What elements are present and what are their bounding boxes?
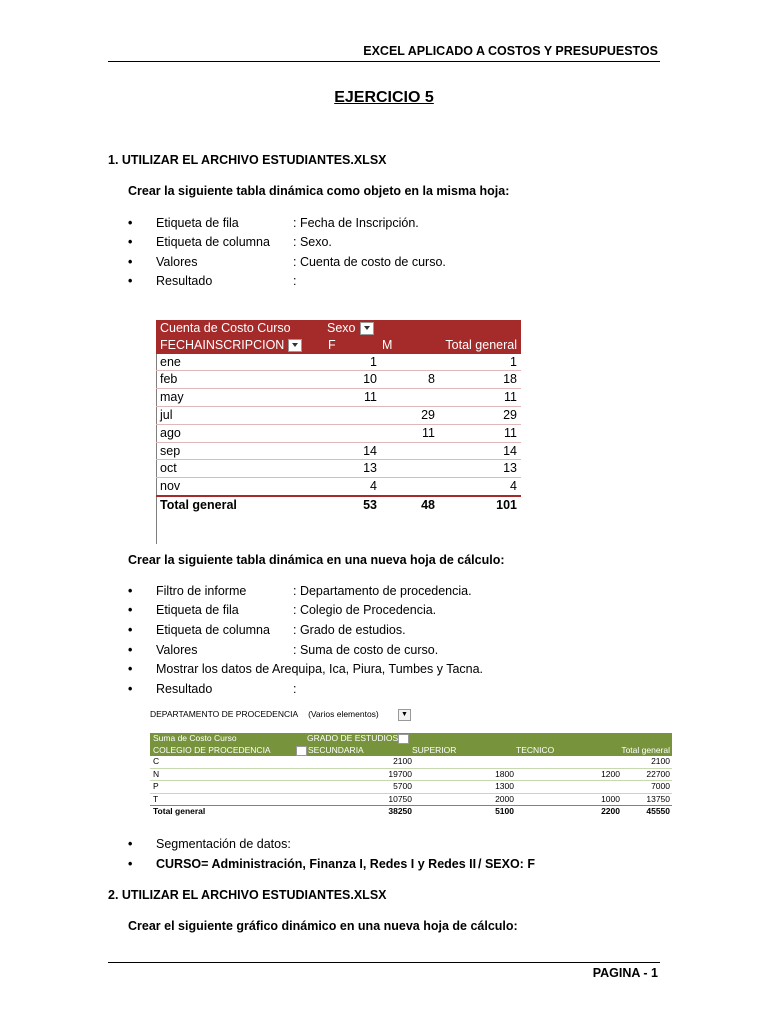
pivot-header-row	[150, 745, 672, 757]
bullet-key: Valores	[156, 255, 198, 269]
page-title: EJERCICIO 5	[334, 89, 434, 106]
section-1-intro: Crear la siguiente tabla dinámica como objeto en la misma hoja:	[128, 184, 510, 198]
bullet-value: :	[293, 682, 297, 696]
table-row: T 10750 2000 1000 13750	[150, 794, 672, 807]
row-field-label: FECHAINSCRIPCION	[160, 337, 302, 354]
table-row: feb 10 8 18	[156, 371, 521, 389]
pivot-header-row	[150, 733, 672, 745]
bullet-icon: •	[128, 216, 133, 230]
col-header: TECNICO	[516, 744, 555, 755]
bullet-key: Resultado	[156, 274, 213, 288]
bullet-key: Etiqueta de columna	[156, 235, 270, 249]
bullet-value: : Colegio de Procedencia.	[293, 603, 437, 617]
row-field-label: COLEGIO DE PROCEDENCIA	[153, 744, 271, 755]
bullet-icon: •	[128, 235, 133, 249]
col-header: M	[382, 337, 393, 352]
bullet-value: : Fecha de Inscripción.	[293, 216, 419, 230]
bullet-value: : Sexo.	[293, 235, 332, 249]
bullet-value: : Grado de estudios.	[293, 623, 406, 637]
col-header: SUPERIOR	[412, 744, 457, 755]
bullet-key: Resultado	[156, 682, 213, 696]
bullet-key: Etiqueta de columna	[156, 623, 270, 637]
bullet-value: : Cuenta de costo de curso.	[293, 255, 446, 269]
col-field-label: Sexo	[327, 320, 374, 337]
section-2-intro: Crear el siguiente gráfico dinámico en una nueva hoja de cálculo:	[128, 919, 518, 933]
table-row: jul 29 29	[156, 407, 521, 425]
pivot-header-row	[156, 337, 521, 354]
bullet-value: : Suma de costo de curso.	[293, 643, 439, 657]
dropdown-arrow-icon[interactable]	[288, 339, 302, 352]
bullet-key: Filtro de informe	[156, 584, 247, 598]
pivot-table-2	[150, 733, 672, 818]
section-2-heading: 2. UTILIZAR EL ARCHIVO ESTUDIANTES.XLSX	[108, 888, 387, 902]
table-row: ago 11 11	[156, 425, 521, 443]
table-row: P 5700 1300 7000	[150, 781, 672, 794]
table-total-row: Total general 53 48 101	[160, 497, 517, 512]
filter-label: DEPARTAMENTO DE PROCEDENCIA	[150, 709, 298, 719]
table-row: oct 13 13	[156, 460, 521, 478]
dropdown-arrow-icon[interactable]	[398, 734, 409, 744]
bullet-key: CURSO= Administración, Finanza I, Redes I y Redes II	[156, 857, 477, 871]
bullet-key: Mostrar los datos de Arequipa, Ica, Piura, Tumbes y Tacna.	[156, 662, 484, 676]
table-row: ene 1 1	[156, 354, 521, 372]
dropdown-arrow-icon[interactable]	[296, 746, 307, 756]
bullet-key: Etiqueta de fila	[156, 603, 239, 617]
section-1b-intro: Crear la siguiente tabla dinámica en una nueva hoja de cálculo:	[128, 553, 505, 567]
bullet-icon: •	[128, 255, 133, 269]
table-row: nov 4 4	[156, 478, 521, 497]
col-field-label: GRADO DE ESTUDIOS	[307, 733, 399, 743]
header-rule	[108, 61, 660, 62]
bullet-icon: •	[128, 643, 133, 657]
filter-value: (Varios elementos)	[308, 709, 379, 719]
col-header: Total general	[621, 744, 670, 755]
bullet-icon: •	[128, 662, 133, 676]
bullet-key: Segmentación de datos:	[156, 837, 291, 851]
page-number: PAGINA - 1	[592, 966, 658, 980]
table-total-row: Total general 38250 5100 2200 45550	[153, 806, 670, 816]
bullet-key: Valores	[156, 643, 198, 657]
pivot-table-1	[156, 320, 521, 514]
dropdown-arrow-icon[interactable]	[360, 322, 374, 335]
bullet-icon: •	[128, 682, 133, 696]
col-header: Total general	[445, 337, 517, 352]
table-row: sep 14 14	[156, 443, 521, 461]
running-header: EXCEL APLICADO A COSTOS Y PRESUPUESTOS	[363, 44, 658, 58]
pivot-header-row	[156, 320, 521, 337]
bullet-icon: •	[128, 837, 133, 851]
bullet-icon: •	[128, 584, 133, 598]
bullet-value: / SEXO: F	[478, 857, 535, 871]
pivot-title: Suma de Costo Curso	[153, 733, 237, 743]
table-row: C 2100 2100	[150, 756, 672, 769]
bullet-icon: •	[128, 274, 133, 288]
pivot-title: Cuenta de Costo Curso	[160, 321, 291, 335]
bullet-key: Etiqueta de fila	[156, 216, 239, 230]
table-row: N 19700 1800 1200 22700	[150, 769, 672, 782]
footer-rule	[108, 962, 660, 963]
filter-icon[interactable]: ▼	[398, 709, 411, 721]
section-1-heading: 1. UTILIZAR EL ARCHIVO ESTUDIANTES.XLSX	[108, 153, 387, 167]
bullet-value: :	[293, 274, 297, 288]
table-row: may 11 11	[156, 389, 521, 407]
bullet-icon: •	[128, 623, 133, 637]
report-filter	[150, 709, 408, 719]
bullet-icon: •	[128, 603, 133, 617]
bullet-icon: •	[128, 857, 133, 871]
col-header: F	[328, 337, 336, 352]
bullet-value: : Departamento de procedencia.	[293, 584, 472, 598]
col-header: SECUNDARIA	[308, 744, 364, 755]
